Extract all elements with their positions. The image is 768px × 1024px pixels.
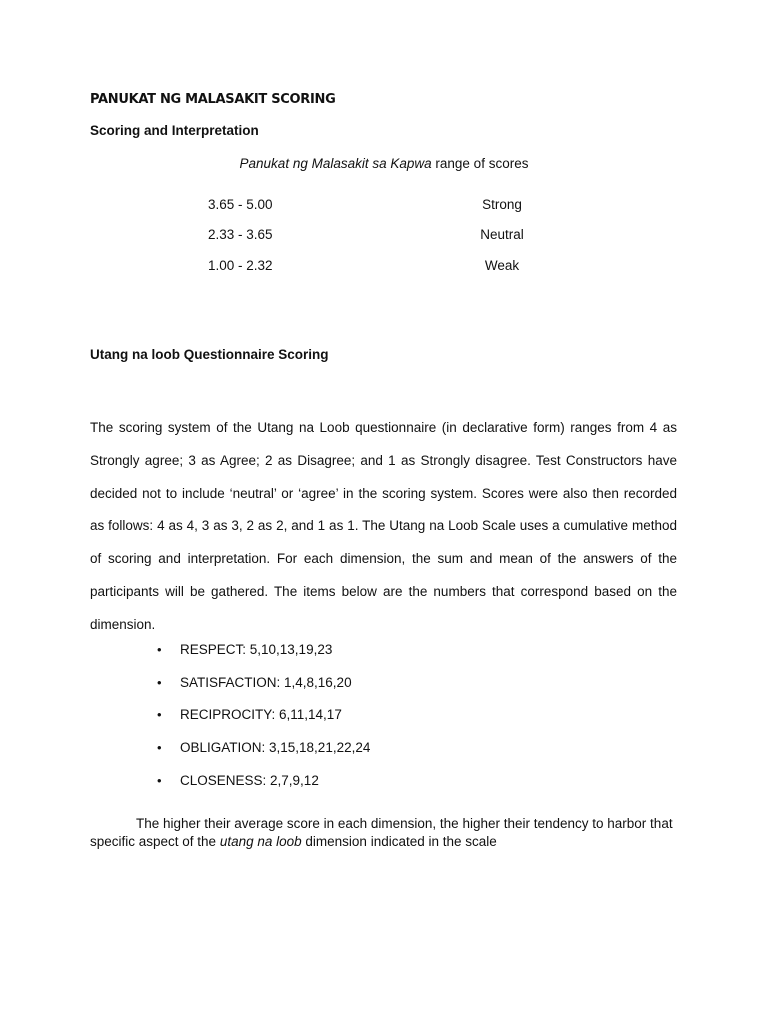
dimension-text: RECIPROCITY: 6,11,14,17 bbox=[180, 707, 342, 722]
scoring-paragraph: The scoring system of the Utang na Loob questionnaire (in declarative form) ranges from 4 as Strongly agree; 3 as Agree; 2 as Disagree; and 1 as Strongly disagree. Test Constructors have decided not to include ‘neutral’ or ‘agree’ in the scoring system. Scores were also then recorded as follows: 4 as 4, 3 as 3, 2 as 2, and 1 as 1. The Utang na Loob Scale uses a cumulative method of scoring and interpretation. For each dimension, the sum and mean of the answers of the participants will be gathered. The items below are the numbers that correspond based on the dimension. bbox=[90, 420, 677, 632]
dimension-text: RESPECT: 5,10,13,19,23 bbox=[180, 642, 333, 657]
list-item bbox=[157, 642, 557, 660]
list-item bbox=[157, 773, 557, 791]
score-row bbox=[0, 197, 768, 215]
closing-text-italic: utang na loob bbox=[219, 834, 302, 849]
list-item bbox=[157, 707, 557, 725]
range-caption-italic: Panukat ng Malasakit sa Kapwa bbox=[239, 156, 432, 171]
bullet-icon: • bbox=[157, 740, 162, 755]
score-row bbox=[0, 258, 768, 276]
dimension-text: CLOSENESS: 2,7,9,12 bbox=[180, 773, 319, 788]
score-label: Strong bbox=[482, 197, 522, 212]
score-label: Weak bbox=[484, 258, 520, 273]
list-item bbox=[157, 675, 557, 693]
section-title-utang-na-loob: Utang na loob Questionnaire Scoring bbox=[90, 347, 329, 362]
score-range: 3.65 - 5.00 bbox=[208, 197, 273, 212]
bullet-icon: • bbox=[157, 642, 162, 657]
range-caption-rest: range of scores bbox=[431, 156, 529, 171]
closing-text-before: The higher their average score in each dimension, the higher their tendency to harbor that specific aspect of the bbox=[90, 816, 673, 849]
score-label: Neutral bbox=[480, 227, 524, 242]
closing-paragraph bbox=[90, 815, 680, 851]
dimension-text: OBLIGATION: 3,15,18,21,22,24 bbox=[180, 740, 371, 755]
score-row bbox=[0, 227, 768, 245]
range-caption bbox=[0, 156, 768, 171]
dimension-text: SATISFACTION: 1,4,8,16,20 bbox=[180, 675, 352, 690]
bullet-icon: • bbox=[157, 675, 162, 690]
score-range: 1.00 - 2.32 bbox=[208, 258, 273, 273]
list-item bbox=[157, 740, 557, 758]
score-range: 2.33 - 3.65 bbox=[208, 227, 273, 242]
subtitle-scoring-interpretation: Scoring and Interpretation bbox=[90, 123, 259, 138]
page-title: PANUKAT NG MALASAKIT SCORING bbox=[90, 92, 336, 107]
bullet-icon: • bbox=[157, 707, 162, 722]
bullet-icon: • bbox=[157, 773, 162, 788]
closing-text-after: dimension indicated in the scale bbox=[301, 834, 497, 849]
